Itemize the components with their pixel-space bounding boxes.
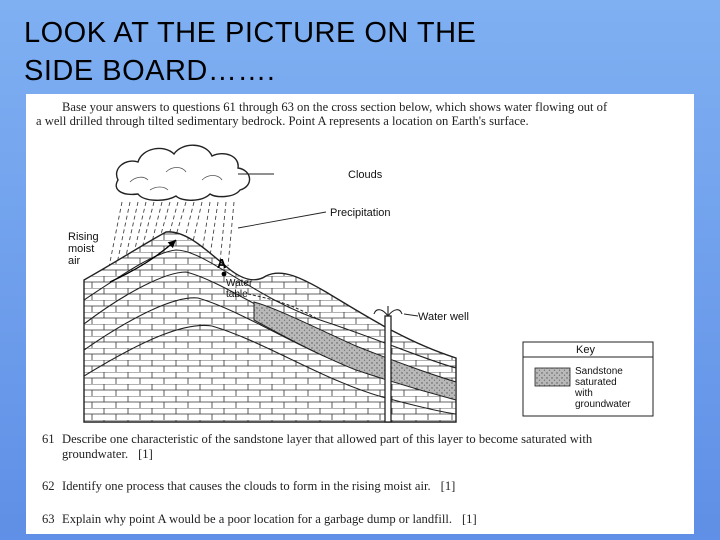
- slide-title-line-1: LOOK AT THE PICTURE ON THE: [24, 17, 477, 49]
- bedrock-layers: [84, 232, 456, 422]
- well-leader: [404, 314, 418, 316]
- slide-title: [24, 14, 704, 90]
- key-text-3: with: [575, 388, 593, 399]
- question-marks: [1]: [138, 447, 153, 461]
- question-marks: [1]: [440, 479, 456, 493]
- point-a-label: A: [217, 256, 227, 271]
- rising-label-1: Rising: [68, 231, 99, 243]
- intro-text: [36, 100, 686, 128]
- intro-line-2: a well drilled through tilted sedimentary bedrock. Point A represents a location on Earth's surface.: [36, 114, 529, 128]
- cloud-shape: [116, 145, 249, 200]
- clouds-label: Clouds: [348, 169, 383, 181]
- slide-title-line-2: SIDE BOARD…….: [24, 55, 276, 87]
- cross-section-diagram: [26, 132, 694, 462]
- water-well-label: Water well: [418, 311, 469, 323]
- question-text: Identify one process that causes the clouds to form in the rising moist air.: [62, 479, 431, 493]
- precip-leader: [238, 212, 326, 228]
- key-text-4: groundwater: [575, 399, 631, 410]
- key-title: Key: [576, 344, 595, 356]
- question-text: Describe one characteristic of the sandstone layer that allowed part of this layer to become saturated with: [62, 432, 593, 446]
- question-text-continued: groundwater.: [62, 447, 129, 461]
- precipitation-label: Precipitation: [330, 207, 391, 219]
- question-text: Explain why point A would be a poor location for a garbage dump or landfill.: [62, 512, 452, 526]
- point-a-marker: [222, 272, 227, 277]
- question-number: 63: [42, 512, 55, 526]
- key-box: [523, 342, 653, 416]
- question-62: [42, 479, 692, 494]
- question-63: [42, 512, 692, 527]
- water-table-label-1: Water: [226, 278, 253, 289]
- water-table-label-2: table: [226, 289, 248, 300]
- rising-label-3: air: [68, 255, 81, 267]
- worksheet-image: [26, 94, 694, 534]
- question-number: 61: [42, 432, 55, 446]
- key-text-2: saturated: [575, 377, 617, 388]
- key-text-1: Sandstone: [575, 366, 623, 377]
- key-swatch: [535, 368, 570, 386]
- question-61: [42, 432, 692, 462]
- question-marks: [1]: [461, 512, 477, 526]
- intro-line-1: Base your answers to questions 61 through 63 on the cross section below, which shows water flowing out of: [62, 100, 608, 114]
- rising-label-2: moist: [68, 243, 95, 255]
- question-number: 62: [42, 479, 55, 493]
